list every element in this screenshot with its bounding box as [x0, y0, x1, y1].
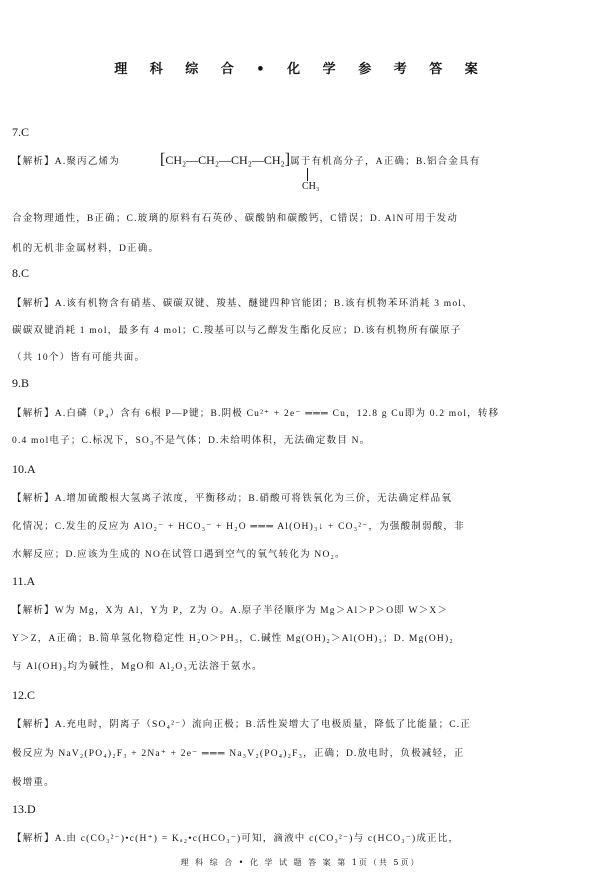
polymer-branch-bond	[307, 168, 308, 181]
page-title: 理 科 综 合 • 化 学 参 考 答 案	[114, 62, 487, 77]
question-8-number: 8.C	[12, 266, 30, 280]
question-10-line-1: 【解析】A.增加硫酸根大氢离子浓度，平衡移动；B.硝酸可将铁氧化为三价，无法确定样品氧	[12, 494, 453, 504]
question-8-line-1: 【解析】A.该有机物含有硝基、碳碳双键、羧基、醚键四种官能团；B.该有机物苯环消耗 3 mol、	[12, 299, 473, 309]
question-9-line-2: 0.4 mol电子；C.标况下，SO₃不是气体；D.未给明体积，无法确定数目 N。	[12, 436, 371, 446]
question-11-line-1: 【解析】W为 Mg，X为 Al，Y为 P，Z为 O。A.原子半径顺序为 Mg＞Al＞P＞O即 W＞X＞	[12, 606, 449, 616]
question-7-line-3: 机的无机非金属材料，D正确。	[12, 244, 160, 254]
question-9-line-1: 【解析】A.白磷（P₄）含有 6根 P—P键；B.阴极 Cu²⁺ + 2e⁻ ═══ Cu，12.8 g Cu即为 0.2 mol，转移	[12, 409, 500, 419]
question-10-line-3: 水解反应；D.应该为生成的 NO在试管口遇到空气的氧气转化为 NO₂。	[12, 550, 346, 560]
question-9-number: 9.B	[12, 376, 30, 390]
page-footer: 理 科 综 合 • 化 学 试 题 答 案 第 1页（共 5页）	[180, 858, 421, 867]
question-7-line-1-tail: 属于有机高分子，A正确；B.铝合金具有	[290, 157, 481, 167]
question-10-line-2: 化情况；C.发生的反应为 AlO₂⁻ + HCO₃⁻ + H₂O ═══ Al(OH)₃↓ + CO₃²⁻，为强酸制弱酸，非	[12, 522, 465, 532]
question-12-line-1: 【解析】A.充电时，阴离子（SO₄²⁻）流向正极；B.活性炭增大了电极质量，降低了比能量；C.正	[12, 720, 472, 730]
question-8-line-2: 碳碳双键消耗 1 mol，最多有 4 mol；C.羧基可以与乙醇发生酯化反应；D.该有机物所有碳原子	[12, 326, 462, 336]
question-12-line-2: 极反应为 NaV₂(PO₄)₂F₃ + 2Na⁺ + 2e⁻ ═══ Na₃V₂(PO₄)₂F₃，正确；D.放电时，负极减轻，正	[12, 749, 465, 759]
question-11-number: 11.A	[12, 574, 36, 588]
polymer-branch: CH₃	[302, 181, 320, 192]
polymer-formula: [CH₂—CH₂—CH₂—CH₂]属于有机高分子，A正确；B.铝合金具有	[160, 151, 481, 168]
question-7-line-2: 合金物理通性，B正确；C.玻璃的原料有石英砂、碳酸钠和碳酸钙，C错误；D. AlN可用于发动	[12, 214, 459, 224]
question-8-line-3: （共 10个）皆有可能共面。	[12, 353, 146, 363]
question-11-line-3: 与 Al(OH)₃均为碱性，MgO和 Al₂O₃无法溶于氨水。	[12, 662, 263, 672]
question-7-line-1: 【解析】A.聚丙乙烯为	[12, 157, 120, 167]
question-12-number: 12.C	[12, 688, 36, 702]
question-13-number: 13.D	[12, 802, 36, 816]
question-12-line-3: 极增重。	[12, 778, 55, 788]
question-10-number: 10.A	[12, 462, 36, 476]
polymer-formula-main: CH₂—CH₂—CH₂—CH₂	[165, 153, 285, 167]
question-13-line-1: 【解析】A.由 c(CO₃²⁻)•c(H⁺) = Kₐ₂•c(HCO₃⁻)可知，滴液中 c(CO₃²⁻)与 c(HCO₃⁻)成正比，	[12, 834, 460, 844]
question-11-line-2: Y＞Z，A正确；B.简单氢化物稳定性 H₂O＞PH₃，C.碱性 Mg(OH)₂＞Al(OH)₃；D. Mg(OH)₂	[12, 634, 454, 644]
question-7-number: 7.C	[12, 125, 30, 139]
